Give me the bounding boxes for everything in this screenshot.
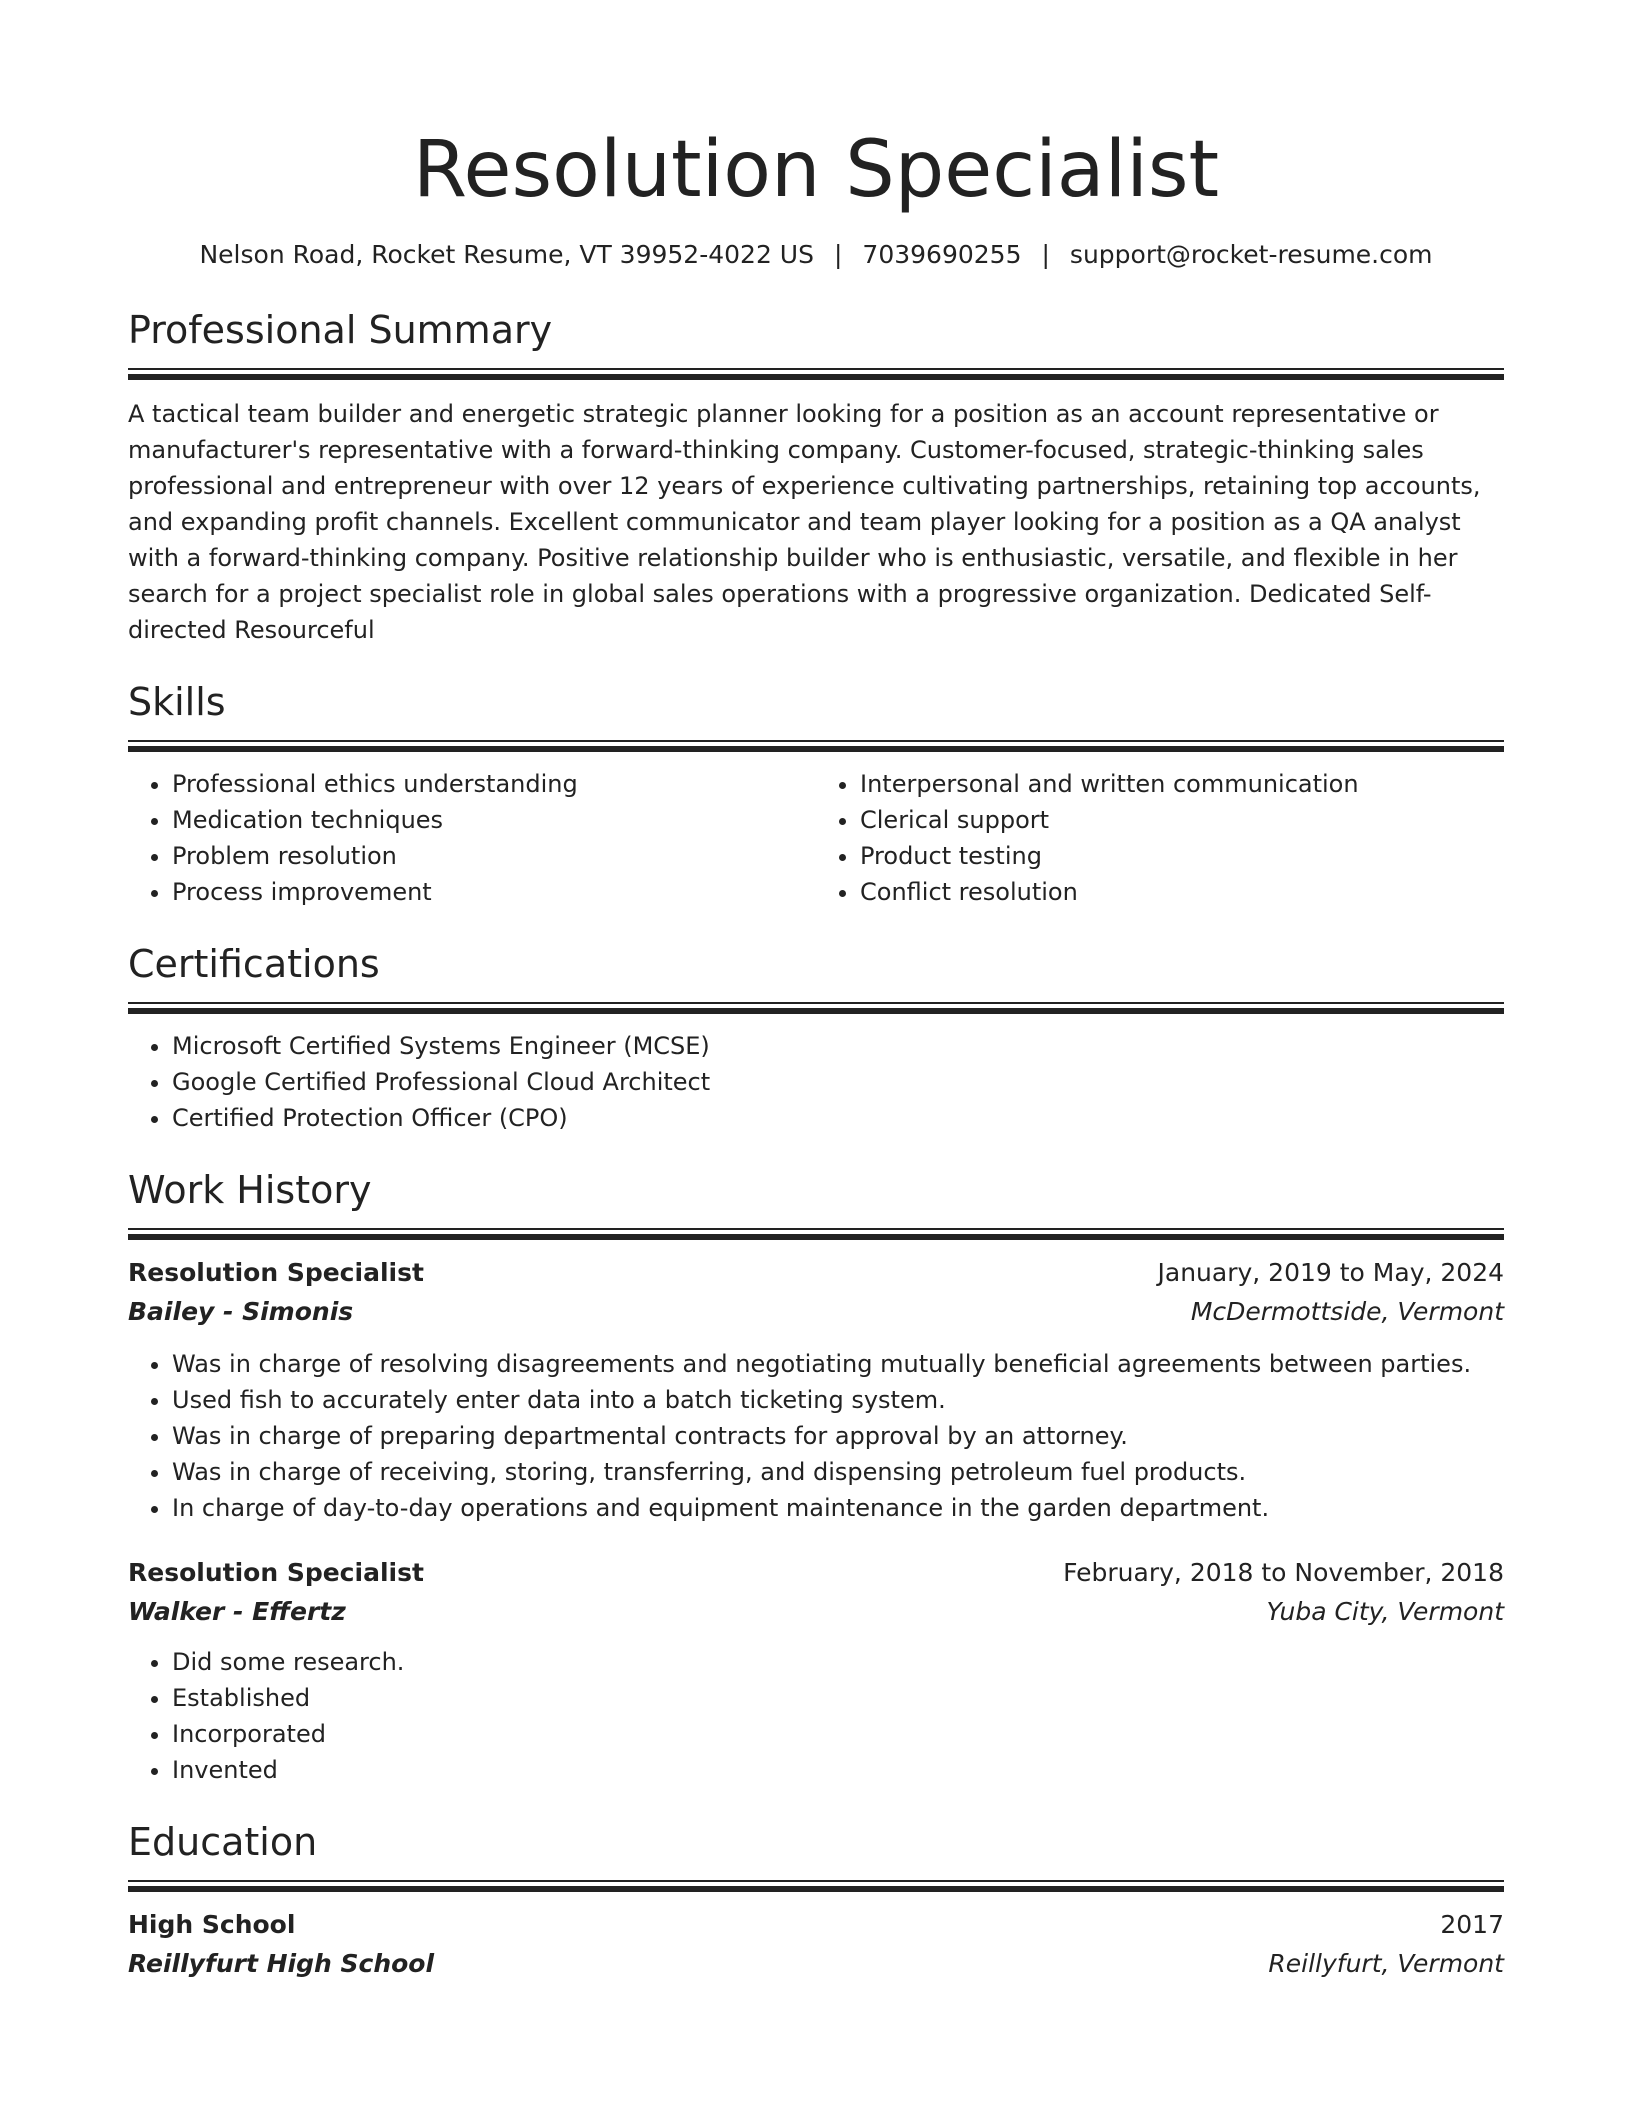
certification-item: • Microsoft Certified Systems Engineer (MCSE) xyxy=(172,1028,1504,1064)
certifications-heading: Certifications xyxy=(128,942,380,986)
job-title: Resolution Specialist xyxy=(128,1258,424,1287)
summary-text: A tactical team builder and energetic strategic planner looking for a position as an account representative or manufacturer's representative with a forward-thinking company. Customer-focused, strategic-thinking sales professional and entrepreneur with over 12 years of experience cultivating partnerships, retaining top accounts, and expanding profit channels. Excellent communicator and team player looking for a position as a QA analyst with a forward-thinking company. Positive relationship builder who is enthusiastic, versatile, and flexible in her search for a project specialist role in global sales operations with a progressive organization. Dedicated Self-directed Resourceful xyxy=(128,400,1481,644)
job-title: Resolution Specialist xyxy=(128,1558,424,1587)
job-bullet: • Was in charge of resolving disagreements and negotiating mutually beneficial agreements between parties. xyxy=(172,1346,1504,1382)
section-divider xyxy=(128,1002,1504,1014)
section-divider xyxy=(128,740,1504,752)
contact-email: support@rocket-resume.com xyxy=(1069,240,1433,269)
job-bullet: • Invented xyxy=(172,1752,1504,1788)
job-company: Bailey - Simonis xyxy=(128,1297,354,1326)
job-subheader xyxy=(128,1592,1504,1632)
job-bullet: • Was in charge of preparing departmental contracts for approval by an attorney. xyxy=(172,1418,1504,1454)
certification-item: • Certified Protection Officer (CPO) xyxy=(172,1100,1504,1136)
education-heading: Education xyxy=(128,1820,318,1864)
education-subheader xyxy=(128,1944,1504,1984)
education-location: Reillyfurt, Vermont xyxy=(1268,1949,1504,1978)
skills-column-left xyxy=(128,766,816,910)
skills-heading: Skills xyxy=(128,680,226,724)
education-school: Reillyfurt High School xyxy=(128,1949,435,1978)
certification-item: • Google Certified Professional Cloud Architect xyxy=(172,1064,1504,1100)
job-dates: February, 2018 to November, 2018 xyxy=(1063,1558,1504,1587)
certifications-section xyxy=(128,940,1504,1136)
skills-section xyxy=(128,678,1504,910)
resume-name: Resolution Specialist xyxy=(412,125,1220,215)
job-subheader xyxy=(128,1292,1504,1332)
job-header xyxy=(128,1254,1504,1292)
job-dates: January, 2019 to May, 2024 xyxy=(1157,1258,1504,1287)
section-divider xyxy=(128,1228,1504,1240)
contact-separator: | xyxy=(1041,240,1050,269)
work-history-heading: Work History xyxy=(128,1168,372,1212)
education-section xyxy=(128,1818,1504,1984)
job-company: Walker - Effertz xyxy=(128,1597,346,1626)
job-location: McDermottside, Vermont xyxy=(1190,1297,1504,1326)
job-entry xyxy=(128,1254,1504,1526)
skill-item: • Process improvement xyxy=(172,874,816,910)
job-bullet: • Did some research. xyxy=(172,1644,1504,1680)
job-bullet: • In charge of day-to-day operations and equipment maintenance in the garden department. xyxy=(172,1490,1504,1526)
education-entry xyxy=(128,1906,1504,1984)
summary-heading: Professional Summary xyxy=(128,308,553,352)
work-history-section xyxy=(128,1166,1504,1788)
skills-column-right xyxy=(816,766,1504,910)
job-bullet: • Was in charge of receiving, storing, transferring, and dispensing petroleum fuel products. xyxy=(172,1454,1504,1490)
skill-item: • Clerical support xyxy=(860,802,1504,838)
section-divider xyxy=(128,368,1504,380)
job-bullet: • Incorporated xyxy=(172,1716,1504,1752)
education-degree: High School xyxy=(128,1910,296,1939)
job-location: Yuba City, Vermont xyxy=(1266,1597,1504,1626)
skill-item: • Medication techniques xyxy=(172,802,816,838)
contact-phone: 7039690255 xyxy=(862,240,1022,269)
job-bullets xyxy=(128,1346,1504,1526)
education-header xyxy=(128,1906,1504,1944)
skill-item: • Professional ethics understanding xyxy=(172,766,816,802)
skill-item: • Interpersonal and written communication xyxy=(860,766,1504,802)
education-year: 2017 xyxy=(1440,1910,1504,1939)
job-bullets xyxy=(128,1644,1504,1788)
contact-separator: | xyxy=(833,240,843,269)
section-divider xyxy=(128,1880,1504,1892)
skill-item: • Conflict resolution xyxy=(860,874,1504,910)
skills-grid xyxy=(128,766,1504,910)
job-entry xyxy=(128,1554,1504,1788)
contact-address: Nelson Road, Rocket Resume, VT 39952-4022 US xyxy=(199,240,814,269)
skill-item: • Product testing xyxy=(860,838,1504,874)
job-header xyxy=(128,1554,1504,1592)
job-bullet: • Used fish to accurately enter data into a batch ticketing system. xyxy=(172,1382,1504,1418)
job-bullet: • Established xyxy=(172,1680,1504,1716)
skill-item: • Problem resolution xyxy=(172,838,816,874)
summary-section xyxy=(128,306,1504,648)
contact-line xyxy=(128,238,1504,272)
certifications-list xyxy=(128,1028,1504,1136)
